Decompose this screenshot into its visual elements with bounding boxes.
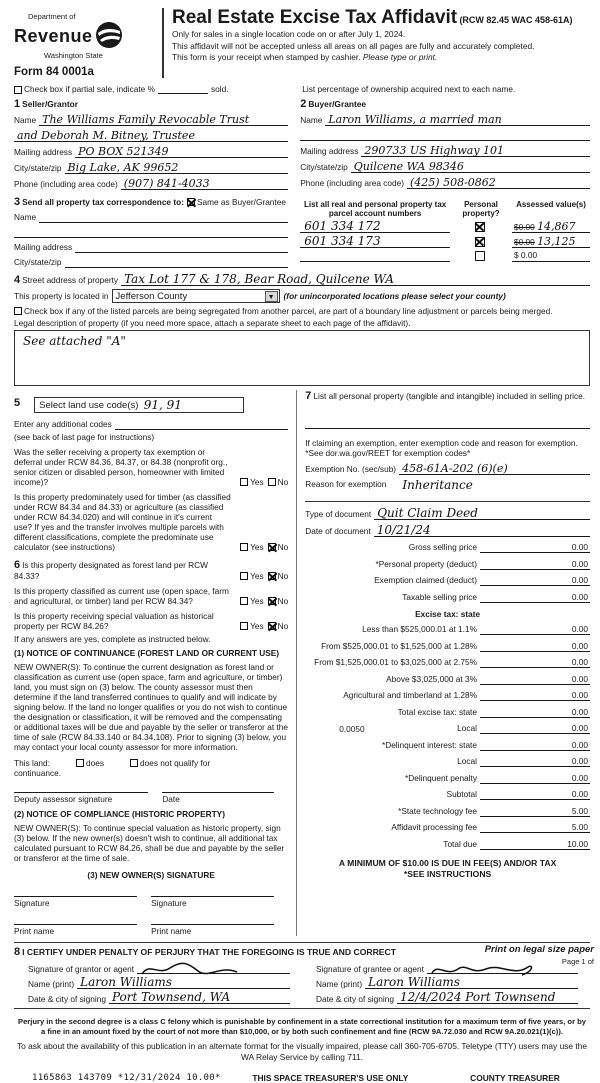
seller-mailing-value: PO BOX 521349 [78,145,169,158]
fee-value: 5.00 [546,806,590,817]
seller-phone-value: (907) 841-4033 [123,177,210,190]
parcel-col2-header: Personal property? [462,200,500,218]
grantee-datecity-input[interactable] [397,991,578,1004]
treasurer-space-label: THIS SPACE TREASURER'S USE ONLY [252,1072,409,1083]
personal-property-checkbox[interactable] [475,237,485,247]
fee-label: Local [457,756,477,767]
fee-label: *State technology fee [398,805,477,816]
assessed-value-input[interactable] [512,236,590,248]
county-selected-value: Jefferson County [115,290,188,302]
segregated-checkbox[interactable] [14,307,22,315]
exemption-no-value: 458-61A-202 (6)(e) [402,461,508,475]
grantee-printname-label: Name (print) [316,979,363,990]
partial-sale-percent-input[interactable] [158,85,208,94]
same-as-buyer-label: Same as Buyer/Grantee [196,197,286,207]
street-address-label: Street address of property [22,275,119,285]
does-label: does [85,758,104,769]
deputy-assessor-label: Deputy assessor signature [14,794,113,805]
additional-codes-input[interactable] [115,419,288,430]
seller-city-value: Big Lake, AK 99652 [67,161,179,174]
deputy-date-line[interactable] [162,792,274,804]
assessed-hw-value: 13,125 [537,235,576,248]
header-note-3 [172,52,590,62]
doc-date-value: 10/21/24 [376,522,431,537]
dropdown-arrow-icon[interactable]: ▼ [265,291,278,302]
fee-value: 0.00 [546,674,590,685]
buyer-mailing-label: Mailing address [300,146,359,156]
seller-name2-input[interactable] [14,130,288,142]
deputy-assessor-signature-line[interactable] [14,792,148,804]
fee-label: *Delinquent penalty [405,772,477,783]
answers-yes-note: If any answers are yes, complete as instructed below. [14,634,211,644]
seller-city-input[interactable] [65,162,289,174]
section8-number: 8 [14,946,21,959]
buyer-mailing-input[interactable] [361,145,590,157]
signature-label: Signature [14,898,50,909]
yes-label: Yes [250,621,264,631]
accessibility-notice: To ask about the availability of this publication in an alternate format for the visually impaired, please call 360-705-6705. Teletype (TTY) users may use the WA Relay Service by calling 711. [16,1040,588,1062]
header-note-1: Only for sales in a single location code on or after July 1, 2024. [172,29,406,40]
fee-value: 0.00 [546,624,590,635]
located-in-label: This property is located in [14,291,109,301]
print-name-label: Print name [14,926,55,937]
perjury-notice: Perjury in the second degree is a class C felony which is punishable by confinement in a state correctional institution for a maximum term of five years, or by a fine in an amount fixed by the court of not more than $10,000, or by both such confinement and fine (RCW 9A.72.030 and RCW 9A.20.021(1)(c)). [18,1017,586,1037]
grantee-printname-value: Laron Williams [368,975,460,990]
exemption-no-input[interactable] [399,463,590,475]
section7-number: 7 [305,390,312,402]
section1-number: 1 [14,98,21,110]
grantee-printname-input[interactable] [365,976,578,989]
q-timber-yes-checkbox[interactable] [240,543,248,551]
parcel-col1-header: List all real and personal property tax parcel account numbers [303,200,447,218]
grantor-printname-label: Name (print) [28,979,75,990]
seller-mailing-input[interactable] [75,146,288,158]
q-exemption-no-checkbox[interactable] [268,478,276,486]
same-as-buyer-checkbox[interactable] [187,198,195,206]
located-in-note: (for unincorporated locations please select your county) [283,291,506,301]
q-timber-no-checkbox[interactable] [268,543,276,551]
street-address-input[interactable] [121,273,590,286]
doc-date-input[interactable] [374,524,590,537]
this-land-label: This land: [14,758,50,769]
buyer-city-value: Quilcene WA 98346 [353,160,464,173]
q-historic-yes-checkbox[interactable] [240,622,248,630]
exemption-reason-label: Reason for exemption [305,478,387,489]
fee-value: 0.00 [546,559,590,570]
assessed-hw-value: 14,867 [537,220,576,233]
form-header [14,8,590,78]
personal-property-checkbox[interactable] [475,251,485,261]
parcel-number-input[interactable] [300,220,450,233]
new-owner-printname-1[interactable] [14,924,137,936]
new-owner-signature-2[interactable] [151,896,274,908]
ownership-note: List percentage of ownership acquired next to each name. [302,84,516,94]
header-note-3a: This form is your receipt when stamped by cashier. [172,52,361,63]
additional-codes-note: (see back of last page for instructions) [14,432,155,442]
corr-name2-input[interactable] [14,227,288,238]
county-treasurer-label: COUNTY TREASURER [470,1072,560,1083]
historical-question: Is this property receiving special valuation as historical property per RCW 84.26? [14,611,214,631]
land-use-label: Select land use code(s) [39,400,139,411]
notice2-title: (2) NOTICE OF COMPLIANCE (HISTORIC PROPERTY) [14,809,225,820]
grantor-signature[interactable] [137,960,290,974]
seller-name-label: Name [14,115,37,125]
agency-dept-label: Department of [28,12,76,21]
parcel-row [300,250,590,262]
form-title: Real Estate Excise Tax Affidavit [172,7,458,28]
assessed-printed-value: $0.00 [513,237,535,247]
parcel-number-input[interactable] [300,250,450,262]
legal-description-value: See attached "A" [23,334,126,348]
does-not-label: does not qualify for [139,758,211,769]
deputy-date-label: Date [162,794,180,805]
section6-number: 6 [14,559,21,571]
personal-property-intro: List all personal property (tangible and intangible) included in selling price. [313,391,586,401]
assessed-value-input[interactable] [512,250,590,262]
corr-name-label: Name [14,212,37,222]
no-label: No [277,542,289,552]
timber-agriculture-question: Is this property predominately used for timber (as classified under RCW 84.34 and 84.33) or agriculture (as classified under RCW 84.34.020) and will continue in it's current use? If yes and the transfer involves multiple parcels with different classifications, complete the predominate use calculator (see instructions) [14,492,231,552]
section5-number: 5 [14,397,21,409]
q-exemption-yes-checkbox[interactable] [240,478,248,486]
grantor-datecity-input[interactable] [109,991,290,1004]
land-does-not-checkbox[interactable] [130,759,138,767]
no-label: No [277,596,289,606]
section-land-use [14,390,296,936]
parcel-row [300,235,590,248]
fee-value: 0.00 [546,756,590,767]
grantor-datecity-value: Port Townsend, WA [111,990,231,1005]
print-legal-note: Print on legal size paper [484,944,594,955]
assessed-printed-value: $0.00 [513,222,535,232]
yes-label: Yes [250,477,264,487]
partial-sale-suffix: sold. [210,84,229,94]
fee-value: 0.00 [546,641,590,652]
corr-city-label: City/state/zip [14,257,62,267]
seller-mailing-label: Mailing address [14,147,73,157]
page-number: Page 1 of [561,957,594,966]
continuance-label: continuance. [14,768,62,779]
buyer-name-input[interactable] [325,114,590,126]
revenue-logo-icon [95,21,123,51]
buyer-phone-input[interactable] [407,177,590,189]
q-historic-no-checkbox[interactable] [268,622,276,630]
grantee-datecity-label: Date & city of signing [316,994,394,1005]
section3-label: Send all property tax correspondence to: [22,197,184,207]
corr-mailing-input[interactable] [75,242,288,253]
new-owner-printname-2[interactable] [151,924,274,936]
grantee-signature-label: Signature of grantee or agent [316,964,424,975]
section3-number: 3 [14,196,21,208]
section4-number: 4 [14,274,21,286]
no-label: No [277,621,289,631]
corr-city-input[interactable] [65,257,289,268]
signature-label: Signature [151,898,187,909]
exemption-reason-input[interactable] [386,479,472,491]
corr-mailing-label: Mailing address [14,242,73,252]
fee-label: *Personal property (deduct) [375,558,477,569]
fee-value: 0.00 [546,773,590,784]
parcel-col3-header: Assessed value(s) [516,200,586,209]
print-name-label: Print name [151,926,192,937]
fee-value: 0.00 [546,542,590,553]
certify-text: I CERTIFY UNDER PENALTY OF PERJURY THAT THE FOREGOING IS TRUE AND CORRECT [22,947,396,958]
header-note-3b: Please type or print. [362,52,438,63]
buyer-name-label: Name [300,115,323,125]
parcel-number-input[interactable] [300,235,450,248]
personal-property-checkbox[interactable] [475,222,485,232]
excise-tax-header: Excise tax: state [415,608,481,619]
personal-property-input[interactable] [305,418,590,429]
form-number: Form 84 0001a [14,66,94,78]
fee-label: Above $3,025,000 at 3% [386,673,477,684]
assessed-printed-value: $ 0.00 [513,250,538,260]
grantee-datecity-value: 12/4/2024 Port Townsend [399,990,556,1005]
fee-label: Local [457,723,477,734]
fee-value: 5.00 [546,822,590,833]
fee-label: Gross selling price [408,542,477,553]
fee-label: Affidavit processing fee [391,822,477,833]
street-address-value: Tax Lot 177 & 178, Bear Road, Quilcene WA [124,272,394,286]
grantor-printname-input[interactable] [77,976,290,989]
header-note-2: This affidavit will not be accepted unless all areas on all pages are fully and accurately completed. [172,40,535,51]
section-correspondence [14,196,296,268]
buyer-phone-value: (425) 508-0862 [410,176,496,189]
exemption-deferral-question: Was the seller receiving a property tax exemption or deferral under RCW 84.36, 84.37, or 84.38 (nonprofit org., senior citizen or disabled person, homeowner with limited income)? [14,447,228,487]
agency-name: Revenue [14,25,93,46]
yes-label: Yes [250,571,264,581]
buyer-city-input[interactable] [351,161,590,173]
land-does-checkbox[interactable] [76,759,84,767]
fee-value: 0.00 [546,575,590,586]
notice1-title: (1) NOTICE OF CONTINUANCE (FOREST LAND OR CURRENT USE) [14,647,280,658]
segregated-label: Check box if any of the listed parcels are being segregated from another parcel, are part of a boundary line adjustment or parcels being merged. [24,306,553,316]
corr-name-input[interactable] [39,212,288,223]
partial-sale-checkbox[interactable] [14,86,22,94]
seller-name-value: The Williams Family Revocable Trust [42,113,250,126]
local-rate-value: 0.0050 [339,724,365,735]
fee-label: Exemption claimed (deduct) [374,575,477,586]
cashier-stamp: 1165863 143709 *12/31/2024 10.00* [32,1072,221,1083]
land-use-value: 91, 91 [143,398,182,412]
fee-value: 0.00 [546,657,590,668]
section2-number: 2 [300,98,307,110]
notice3-title: (3) NEW OWNER(S) SIGNATURE [87,870,215,881]
parcel-row [300,220,590,233]
buyer-name2-input[interactable] [300,130,590,141]
fee-value: 0.00 [546,740,590,751]
fee-value: 0.00 [546,690,590,701]
fee-label: Less than $525,000.01 at 1.1% [362,624,477,635]
doc-date-label: Date of document [305,525,371,536]
see-instructions-note: *SEE INSTRUCTIONS [403,869,492,880]
section-buyer [296,98,590,190]
county-dropdown[interactable] [112,289,280,303]
seller-phone-input[interactable] [121,178,288,190]
fee-label: From $525,000.01 to $1,525,000 at 1.28% [321,640,477,651]
exemption-no-label: Exemption No. (sec/sub) [305,463,397,474]
seller-city-label: City/state/zip [14,163,62,173]
exemption-reason-value: Inheritance [402,477,473,492]
partial-sale-label: Check box if partial sale, indicate % [24,84,155,94]
grantor-signblock [14,958,302,1004]
doc-type-label: Type of document [305,508,372,519]
fee-label: Subtotal [446,789,477,800]
minimum-due-note: A MINIMUM OF $10.00 IS DUE IN FEE(S) AND/OR TAX [338,857,557,868]
parcel-number-value: 601 334 173 [304,234,381,248]
grantor-datecity-label: Date & city of signing [28,994,106,1005]
buyer-city-label: City/state/zip [300,162,348,172]
fee-value: 0.00 [546,723,590,734]
additional-codes-label: Enter any additional codes [14,419,112,429]
grantor-printname-value: Laron Williams [80,975,172,990]
section-seller [14,98,296,190]
section-property-address [14,273,590,386]
q-currentuse-no-checkbox[interactable] [268,597,276,605]
current-use-question: Is this property classified as current use (open space, farm and agricultural, or timber) land per RCW 84.34? [14,586,229,606]
form-title-rcw: (RCW 82.45 WAC 458-61A) [459,15,573,25]
fee-label: Agricultural and timberland at 1.28% [343,690,477,701]
land-use-code-input[interactable] [34,397,244,413]
fee-value: 0.00 [546,789,590,800]
fee-value: 10.00 [546,839,590,850]
exemption-intro: If claiming an exemption, enter exemption code and reason for exemption. *See dor.wa.gov/REET for exemption codes* [305,438,578,458]
yes-label: Yes [250,596,264,606]
notice1-body: NEW OWNER(S): To continue the current designation as forest land or classification as current use (open space, farm and agriculture, or timber) land, you must sign on (3) below. The county assessor must then determine if the land transferred continues to qualify and will indicate by signing below. If the land no longer qualifies or you do not wish to continue the designation or classification, it will be removed and the compensating or additional taxes will be due and payable by the seller or transferor at the time of sale (RCW 84.33.140 or 84.34.108). Prior to signing (3) below, you may contact your local county assessor for more information. [14,661,288,752]
notice2-body: NEW OWNER(S): To continue special valuation as historic property, sign (3) below. If the new owner(s) doesn't wish to continue, all additional tax calculated pursuant to RCW 84.26, shall be due and payable by the seller or transferor at the time of sale. [14,823,285,864]
doc-type-input[interactable] [374,507,590,520]
yes-label: Yes [250,542,264,552]
fee-value: 0.00 [546,592,590,603]
q-currentuse-yes-checkbox[interactable] [240,597,248,605]
section2-label: Buyer/Grantee [308,99,367,109]
fee-label: Total excise tax: state [397,706,477,717]
fee-label: From $1,525,000.01 to $3,025,000 at 2.75% [314,657,477,668]
buyer-name-value: Laron Williams, a married man [328,113,502,126]
fee-value: 0.00 [546,707,590,718]
fee-label: Total due [443,838,477,849]
fee-label: *Delinquent interest: state [381,739,477,750]
section-personal-property [296,390,590,936]
parcel-number-value: 601 334 172 [304,219,381,233]
parcel-table [296,196,590,268]
legal-description-label: Legal description of property (if you need more space, attach a separate sheet to each page of the affidavit). [14,318,411,328]
buyer-mailing-value: 290733 US Highway 101 [364,144,505,157]
legal-description-input[interactable] [14,330,590,386]
agency-state-label: Washington State [44,51,103,60]
new-owner-signature-1[interactable] [14,896,137,908]
fee-label: Taxable selling price [402,591,477,602]
buyer-phone-label: Phone (including area code) [300,178,405,188]
forest-land-question: Is this property designated as forest land per RCW 84.33? [14,560,208,581]
q-forest-no-checkbox[interactable] [268,572,276,580]
no-label: No [277,477,289,487]
grantor-signature-label: Signature of grantor or agent [28,964,135,975]
seller-phone-label: Phone (including area code) [14,179,118,189]
assessed-value-input[interactable] [512,221,590,233]
seller-name2-value: and Deborah M. Bitney, Trustee [17,129,195,142]
doc-type-value: Quit Claim Deed [377,505,478,520]
section1-label: Seller/Grantor [22,99,78,109]
no-label: No [277,571,289,581]
seller-name-input[interactable] [39,114,288,126]
q-forest-yes-checkbox[interactable] [240,572,248,580]
